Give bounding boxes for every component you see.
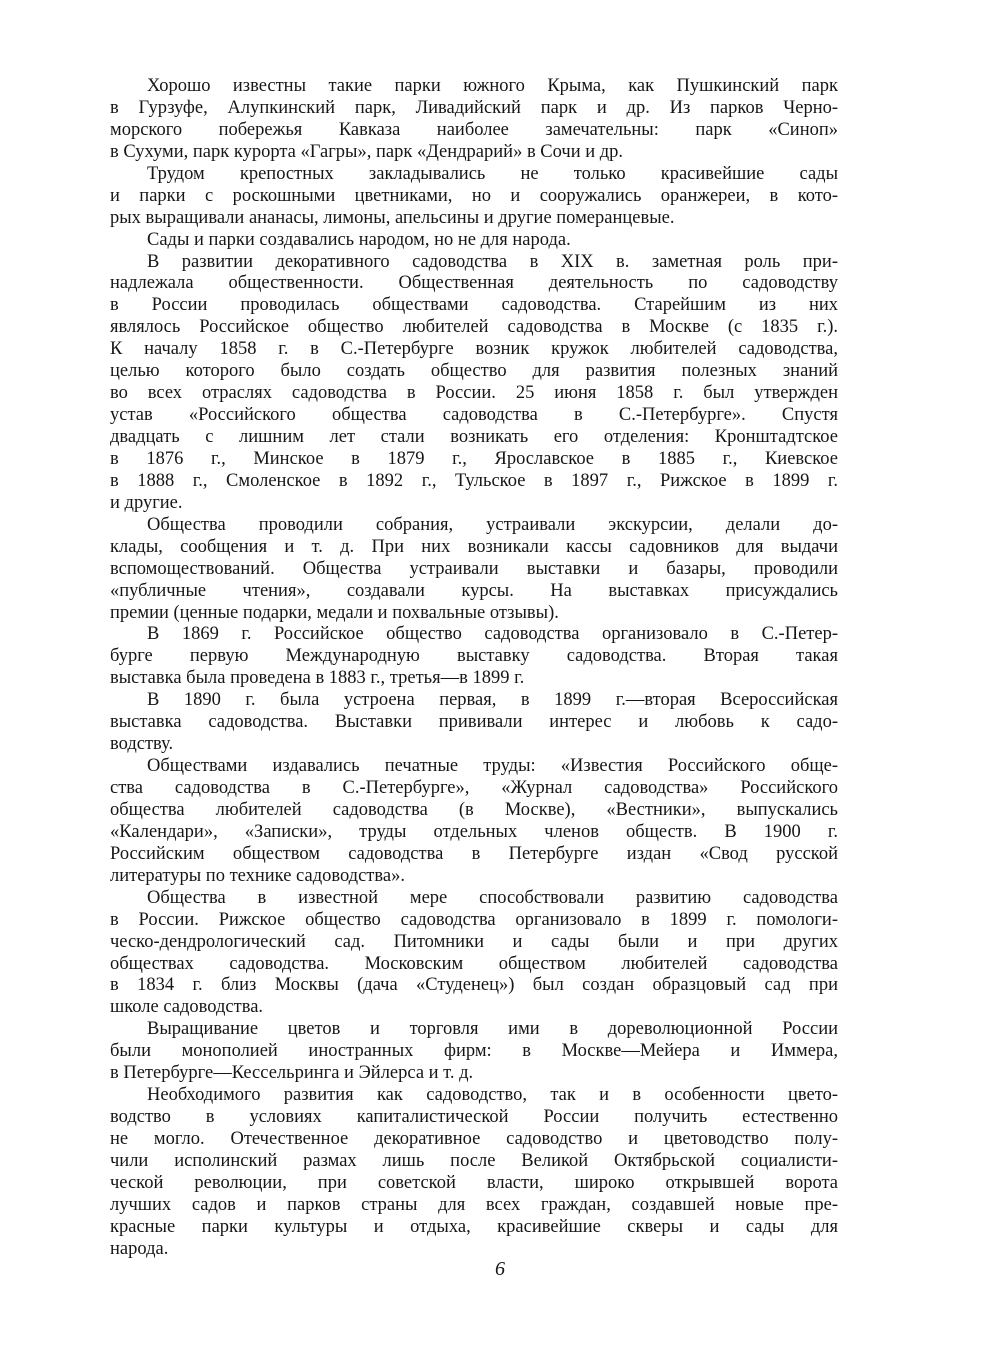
text-line: ческой революции, при советской власти, широко открывшей ворота [110, 1172, 838, 1193]
page-number: 6 [495, 1258, 505, 1280]
text-line: Обществами издавались печатные труды: «Известия Российского обще- [147, 756, 838, 777]
paragraph [110, 690, 838, 756]
text-line: и другие. [110, 492, 183, 513]
text-line: Российским обществом садоводства в Петербурге издан «Свод русской [110, 843, 838, 864]
text-line: школе садоводства. [110, 997, 264, 1018]
text-line: двадцать с лишним лет стали возникать его отделения: Кронштадтское [110, 427, 838, 447]
text-line: целью которого было создать общество для развития полезных знаний [110, 361, 838, 382]
text-line: водство в условиях капиталистической России получить естественно [110, 1107, 838, 1128]
text-line: В 1869 г. Российское общество садоводства организовало в С.-Петер- [147, 624, 838, 645]
text-line: выставка была проведена в 1883 г., третья—в 1899 г. [110, 668, 525, 689]
text-line: народа. [110, 1238, 169, 1259]
text-line: «Календари», «Записки», труды отдельных членов обществ. В 1900 г. [110, 821, 838, 842]
text-line: Сады и парки создавались народом, но не для народа. [147, 229, 571, 250]
paragraph [110, 624, 838, 690]
text-line: не могло. Отечественное декоративное садоводство и цветоводство полу- [110, 1129, 838, 1149]
text-line: в 1888 г., Смоленское в 1892 г., Тульское в 1897 г., Рижское в 1899 г. [110, 470, 838, 491]
text-line: во всех отраслях садоводства в России. 25 июня 1858 г. был утвержден [110, 383, 838, 404]
text-line: являлось Российское общество любителей садоводства в Москве (с 1835 г.). [110, 317, 838, 338]
text-line: водству. [110, 734, 174, 755]
paragraph [110, 515, 838, 625]
text-line: и парки с роскошными цветниками, но и сооружались оранжереи, в кото- [110, 185, 838, 206]
text-line: были монополией иностранных фирм: в Москве—Мейера и Иммера, [110, 1041, 838, 1062]
text-line: морского побережья Кавказа наиболее замечательны: парк «Синоп» [110, 119, 838, 140]
text-line: чили исполинский размах лишь после Великой Октябрьской социалисти- [110, 1150, 838, 1171]
text-line: обществах садоводства. Московским обществом любителей садоводства [110, 953, 838, 974]
text-line: выставка садоводства. Выставки прививали интерес и любовь к садо- [110, 712, 838, 733]
paragraph [110, 164, 838, 230]
text-line: в России. Рижское общество садоводства организовало в 1899 г. помологи- [110, 909, 838, 930]
text-line: В 1890 г. была устроена первая, в 1899 г.—вторая Всероссийская [147, 690, 838, 711]
text-line: Хорошо известны такие парки южного Крыма, как Пушкинский парк [147, 76, 838, 96]
paragraph [110, 888, 838, 1020]
text-line: в 1834 г. близ Москвы (дача «Студенец») был создан образцовый сад при [110, 975, 838, 996]
paragraph [110, 1085, 838, 1261]
text-line: ческо-дендрологический сад. Питомники и сады были и при других [110, 931, 838, 952]
text-line: в Сухуми, парк курорта «Гагры», парк «Дендрарий» в Сочи и др. [110, 141, 624, 162]
text-line: Трудом крепостных закладывались не только красивейшие сады [147, 163, 838, 184]
text-line: рых выращивали ананасы, лимоны, апельсины и другие померанцевые. [110, 207, 675, 228]
text-line: клады, сообщения и т. д. При них возникали кассы садовников для выдачи [110, 536, 838, 557]
text-line: К началу 1858 г. в С.-Петербурге возник кружок любителей садоводства, [110, 339, 838, 360]
text-line: Общества проводили собрания, устраивали экскурсии, делали до- [147, 514, 838, 535]
text-line: ства садоводства в С.-Петербурге», «Журнал садоводства» Российского [110, 778, 838, 798]
text-line: В развитии декоративного садоводства в XIX в. заметная роль при- [147, 251, 838, 272]
text-line: красные парки культуры и отдыха, красивейшие скверы и сады для [110, 1216, 838, 1237]
text-line: лучших садов и парков страны для всех граждан, создавшей новые пре- [110, 1194, 838, 1215]
paragraph [110, 230, 838, 252]
paragraph [110, 252, 838, 515]
text-line: Выращивание цветов и торговля ими в дореволюционной России [147, 1019, 838, 1040]
text-line: вспомоществований. Общества устраивали выставки и базары, проводили [110, 558, 838, 579]
text-line: литературы по технике садоводства». [110, 865, 405, 886]
text-line: устав «Российского общества садоводства в С.-Петербурге». Спустя [110, 405, 838, 426]
paragraph [110, 1019, 838, 1085]
text-line: в России проводилась обществами садоводства. Старейшим из них [110, 295, 838, 316]
text-line: в 1876 г., Минское в 1879 г., Ярославское в 1885 г., Киевское [110, 448, 838, 469]
text-line: «публичные чтения», создавали курсы. На выставках присуждались [110, 580, 838, 601]
text-line: общества любителей садоводства (в Москве), «Вестники», выпускались [110, 799, 838, 820]
page-body-text [110, 76, 838, 1261]
text-line: в Гурзуфе, Алупкинский парк, Ливадийский парк и др. Из парков Черно- [110, 97, 838, 118]
text-line: Общества в известной мере способствовали развитию садоводства [147, 887, 838, 908]
text-line: надлежала общественности. Общественная деятельность по садоводству [110, 273, 838, 294]
text-line: бурге первую Международную выставку садоводства. Вторая такая [110, 646, 838, 667]
text-line: в Петербурге—Кессельринга и Эйлерса и т. д. [110, 1063, 474, 1084]
paragraph [110, 76, 838, 164]
text-line: премии (ценные подарки, медали и похвальные отзывы). [110, 602, 559, 623]
text-line: Необходимого развития как садоводство, так и в особенности цвето- [147, 1085, 838, 1106]
paragraph [110, 756, 838, 888]
